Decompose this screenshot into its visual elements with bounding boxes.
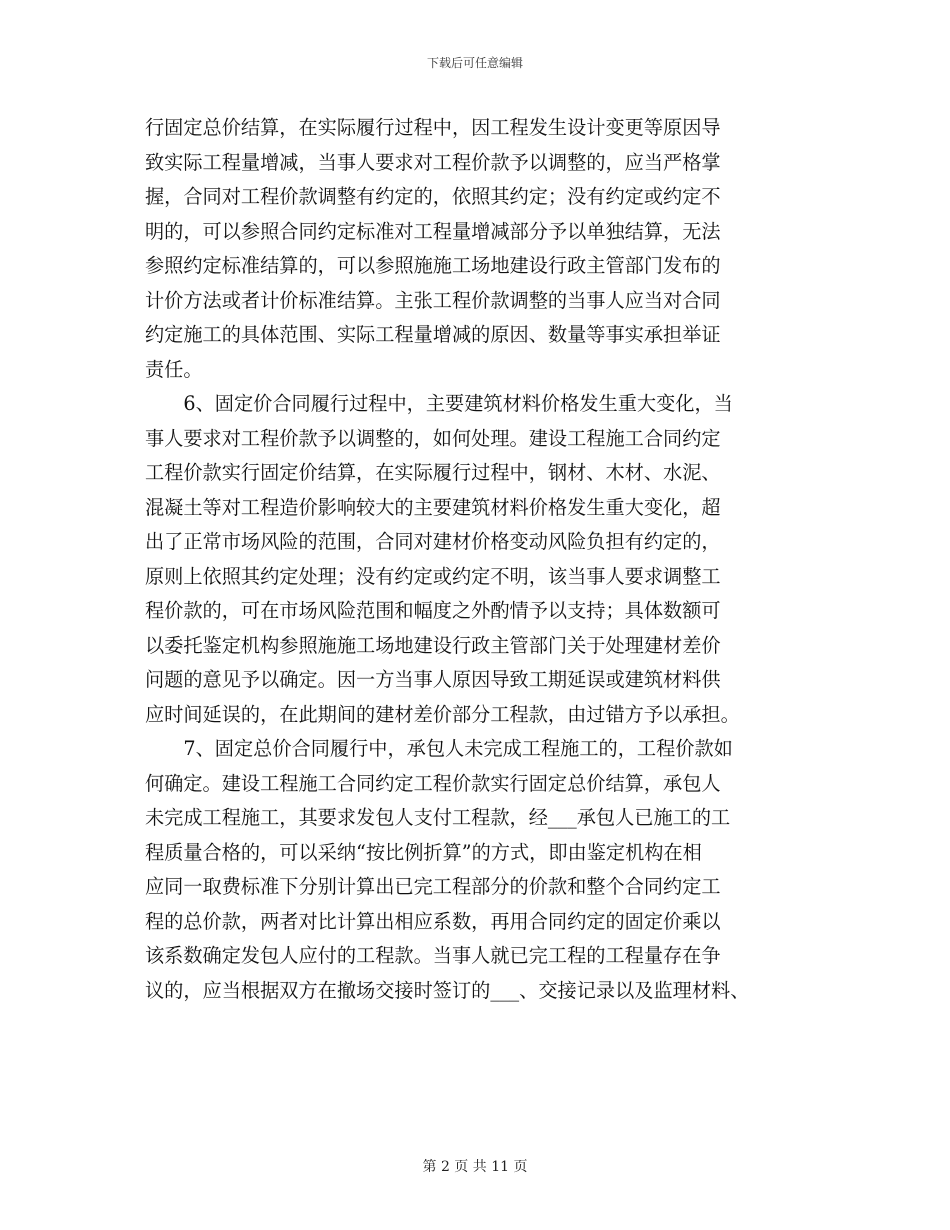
page-header-note: 下载后可任意编辑 [426, 56, 523, 70]
text-line: 以委托鉴定机构参照施施工场地建设行政主管部门关于处理建材差价 [145, 633, 721, 657]
text-line: 程的总价款，两者对比计算出相应系数，再用合同约定的固定价乘以 [145, 909, 721, 933]
text-line: 程价款的，可在市场风险范围和幅度之外酌情予以支持；具体数额可 [145, 599, 721, 622]
text-line: 责任。 [145, 357, 203, 381]
text-line: 事人要求对工程价款予以调整的，如何处理。建设工程施工合同约定 [145, 426, 721, 450]
text-line: 约定施工的具体范围、实际工程量增减的原因、数量等事实承担举证 [145, 323, 721, 346]
text-line: 议的，应当根据双方在撤场交接时签订的___、交接记录以及监理材料、 [145, 978, 750, 1002]
text-line: 致实际工程量增减，当事人要求对工程价款予以调整的，应当严格掌 [145, 150, 721, 174]
text-line: 应同一取费标准下分别计算出已完工程部分的价款和整个合同约定工 [145, 875, 721, 898]
text-line: 问题的意见予以确定。因一方当事人原因导致工期延误或建筑材料供 [145, 668, 721, 691]
text-line: 握，合同对工程价款调整有约定的，依照其约定；没有约定或约定不 [145, 185, 721, 208]
text-line: 工程价款实行固定价结算，在实际履行过程中，钢材、木材、水泥、 [145, 461, 721, 484]
text-line: 未完成工程施工，其要求发包人支付工程款，经___承包人已施工的工 [145, 806, 731, 829]
text-line: 原则上依照其约定处理；没有约定或约定不明，该当事人要求调整工 [145, 564, 721, 588]
body-text [145, 111, 825, 1008]
text-line: 混凝土等对工程造价影响较大的主要建筑材料价格发生重大变化，超 [145, 495, 721, 519]
text-line: 参照约定标准结算的，可以参照施施工场地建设行政主管部门发布的 [145, 254, 721, 277]
paragraph-start-line: 6、固定价合同履行过程中，主要建筑材料价格发生重大变化，当 [145, 392, 733, 415]
text-line: 出了正常市场风险的范围，合同对建材价格变动风险负担有约定的， [145, 530, 721, 553]
text-line: 何确定。建设工程施工合同约定工程价款实行固定总价结算，承包人 [145, 771, 721, 795]
text-line: 行固定总价结算，在实际履行过程中，因工程发生设计变更等原因导 [145, 116, 721, 139]
text-line: 程质量合格的，可以采纳“按比例折算”的方式，即由鉴定机构在相 [145, 840, 702, 864]
text-line: 明的，可以参照合同约定标准对工程量增减部分予以单独结算，无法 [145, 219, 721, 243]
text-line: 计价方法或者计价标准结算。主张工程价款调整的当事人应当对合同 [145, 288, 721, 312]
paragraph-start-line: 7、固定总价合同履行中，承包人未完成工程施工的，工程价款如 [145, 737, 733, 760]
page-number: 第 2 页 共 11 页 [422, 1159, 528, 1175]
text-line: 该系数确定发包人应付的工程款。当事人就已完工程的工程量存在争 [145, 944, 721, 967]
text-line: 应时间延误的，在此期间的建材差价部分工程款，由过错方予以承担。 [145, 702, 740, 726]
